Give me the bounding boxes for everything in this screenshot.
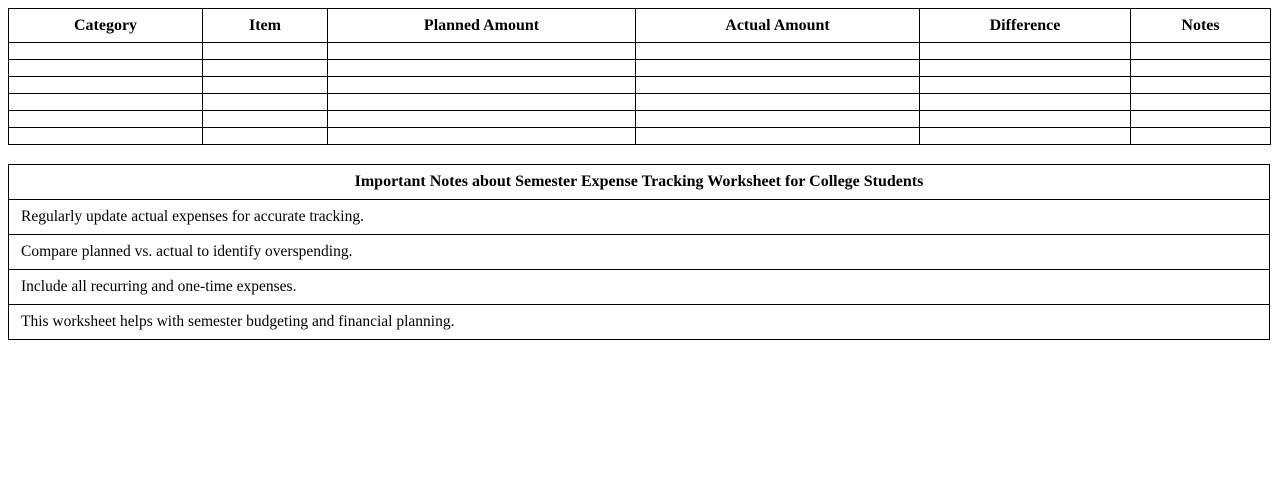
column-header-actual-amount: Actual Amount <box>636 9 920 43</box>
table-cell-item[interactable] <box>203 128 328 145</box>
table-cell-item[interactable] <box>203 94 328 111</box>
table-row <box>9 43 1271 60</box>
table-row <box>9 77 1271 94</box>
table-cell-planned-amount[interactable] <box>328 77 636 94</box>
table-cell-category[interactable] <box>9 43 203 60</box>
table-cell-planned-amount[interactable] <box>328 94 636 111</box>
table-cell-actual-amount[interactable] <box>636 94 920 111</box>
table-cell-actual-amount[interactable] <box>636 60 920 77</box>
table-cell-notes[interactable] <box>1131 94 1271 111</box>
note-item: Compare planned vs. actual to identify overspending. <box>9 235 1270 270</box>
table-cell-planned-amount[interactable] <box>328 128 636 145</box>
table-cell-notes[interactable] <box>1131 128 1271 145</box>
table-cell-difference[interactable] <box>920 128 1131 145</box>
table-cell-item[interactable] <box>203 77 328 94</box>
table-cell-category[interactable] <box>9 128 203 145</box>
table-cell-actual-amount[interactable] <box>636 111 920 128</box>
table-row <box>9 128 1271 145</box>
table-cell-difference[interactable] <box>920 111 1131 128</box>
table-row <box>9 60 1271 77</box>
table-cell-notes[interactable] <box>1131 77 1271 94</box>
table-cell-item[interactable] <box>203 43 328 60</box>
notes-header-row <box>9 165 1270 200</box>
table-cell-actual-amount[interactable] <box>636 128 920 145</box>
column-header-planned-amount: Planned Amount <box>328 9 636 43</box>
note-row <box>9 305 1270 340</box>
table-row <box>9 111 1271 128</box>
table-cell-notes[interactable] <box>1131 111 1271 128</box>
table-cell-actual-amount[interactable] <box>636 43 920 60</box>
table-cell-item[interactable] <box>203 111 328 128</box>
table-header-row <box>9 9 1271 43</box>
notes-title: Important Notes about Semester Expense Tracking Worksheet for College Students <box>9 165 1270 200</box>
table-cell-difference[interactable] <box>920 94 1131 111</box>
note-item: This worksheet helps with semester budgeting and financial planning. <box>9 305 1270 340</box>
table-cell-difference[interactable] <box>920 43 1131 60</box>
table-cell-planned-amount[interactable] <box>328 43 636 60</box>
note-row <box>9 270 1270 305</box>
expense-tracking-table <box>8 8 1271 145</box>
note-item: Include all recurring and one-time expenses. <box>9 270 1270 305</box>
table-cell-planned-amount[interactable] <box>328 60 636 77</box>
column-header-notes: Notes <box>1131 9 1271 43</box>
column-header-category: Category <box>9 9 203 43</box>
table-row <box>9 94 1271 111</box>
note-item: Regularly update actual expenses for accurate tracking. <box>9 200 1270 235</box>
table-cell-notes[interactable] <box>1131 43 1271 60</box>
column-header-difference: Difference <box>920 9 1131 43</box>
table-cell-difference[interactable] <box>920 60 1131 77</box>
table-cell-category[interactable] <box>9 60 203 77</box>
note-row <box>9 200 1270 235</box>
column-header-item: Item <box>203 9 328 43</box>
table-cell-item[interactable] <box>203 60 328 77</box>
table-cell-category[interactable] <box>9 94 203 111</box>
table-cell-difference[interactable] <box>920 77 1131 94</box>
table-cell-category[interactable] <box>9 111 203 128</box>
table-cell-planned-amount[interactable] <box>328 111 636 128</box>
table-cell-actual-amount[interactable] <box>636 77 920 94</box>
important-notes-table <box>8 164 1270 340</box>
table-cell-notes[interactable] <box>1131 60 1271 77</box>
table-cell-category[interactable] <box>9 77 203 94</box>
note-row <box>9 235 1270 270</box>
